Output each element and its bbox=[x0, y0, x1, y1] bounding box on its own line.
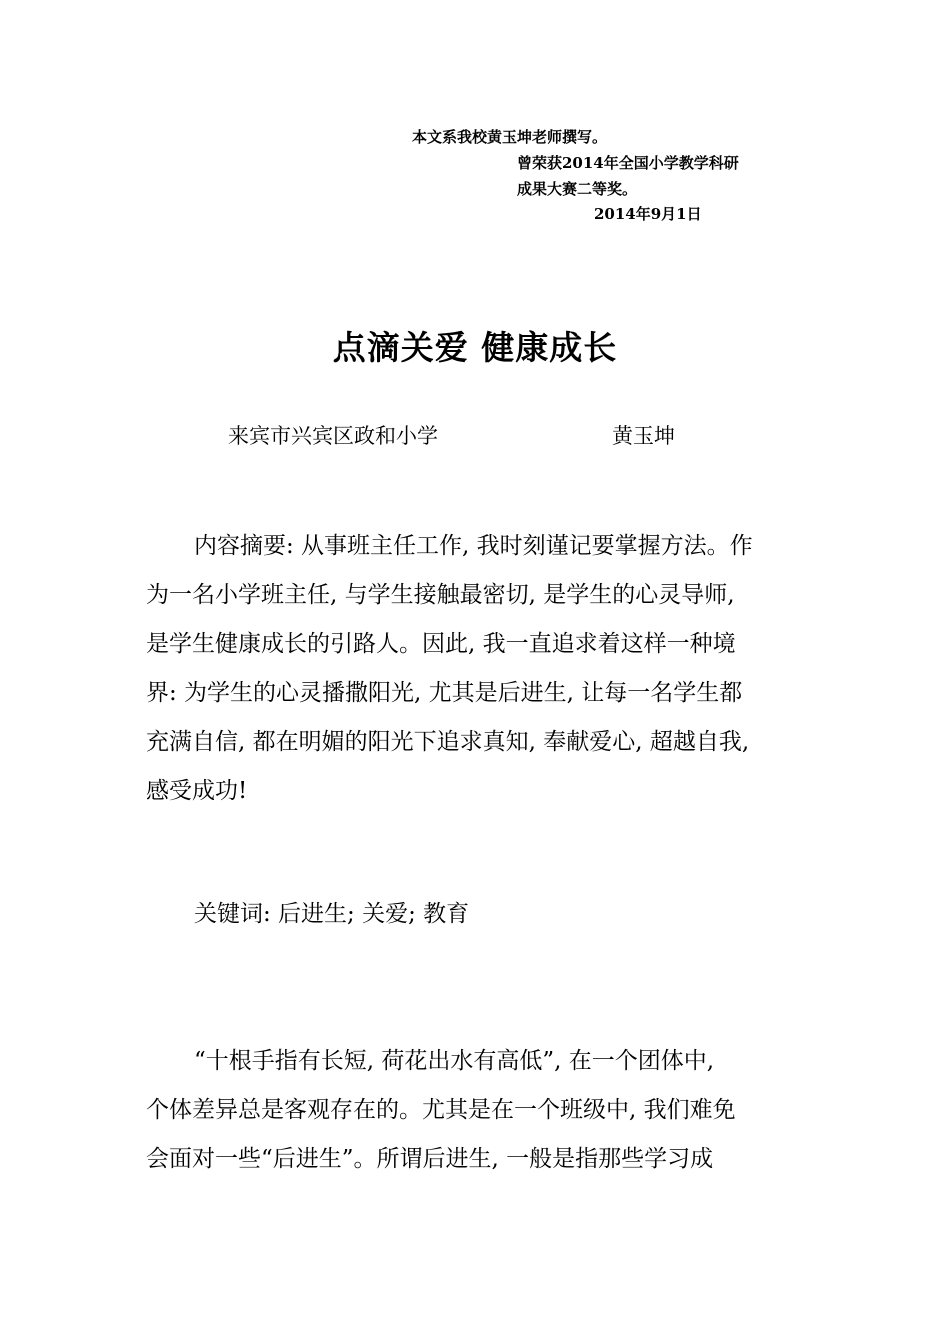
body-paragraph bbox=[146, 1037, 816, 1184]
abstract-line: 为一名小学班主任, 与学生接触最密切, 是学生的心灵导师, bbox=[146, 582, 735, 608]
abstract-line: 充满自信, 都在明媚的阳光下追求真知, 奉献爱心, 超越自我, bbox=[146, 729, 750, 755]
abstract-line: 感受成功! bbox=[146, 778, 248, 804]
abstract-line: 内容摘要: 从事班主任工作, 我时刻谨记要掌握方法。作 bbox=[194, 533, 753, 559]
byline-author: 黄玉坤 bbox=[612, 424, 675, 448]
abstract-line: 是学生健康成长的引路人。因此, 我一直追求着这样一种境 bbox=[146, 631, 736, 657]
byline-school: 来宾市兴宾区政和小学 bbox=[228, 424, 438, 448]
award-note-line: 成果大赛二等奖。 bbox=[517, 180, 638, 198]
body-line: “十根手指有长短, 荷花出水有高低”, 在一个团体中, bbox=[194, 1048, 715, 1074]
keywords-line bbox=[146, 890, 816, 939]
keywords-text: 关键词: 后进生; 关爱; 教育 bbox=[194, 901, 470, 927]
note-date: 2014年9月1日 bbox=[594, 205, 702, 223]
body-line: 会面对一些“后进生”。所谓后进生, 一般是指那些学习成 bbox=[146, 1146, 714, 1172]
article-title: 点滴关爱 健康成长 bbox=[332, 328, 618, 367]
author-note-line: 本文系我校黄玉坤老师撰写。 bbox=[412, 128, 608, 146]
body-line: 个体差异总是客观存在的。尤其是在一个班级中, 我们难免 bbox=[146, 1097, 736, 1123]
abstract-line: 界: 为学生的心灵播撒阳光, 尤其是后进生, 让每一名学生都 bbox=[146, 680, 743, 706]
abstract-paragraph bbox=[146, 522, 816, 816]
award-note-line: 曾荣获2014年全国小学教学科研 bbox=[517, 154, 739, 172]
